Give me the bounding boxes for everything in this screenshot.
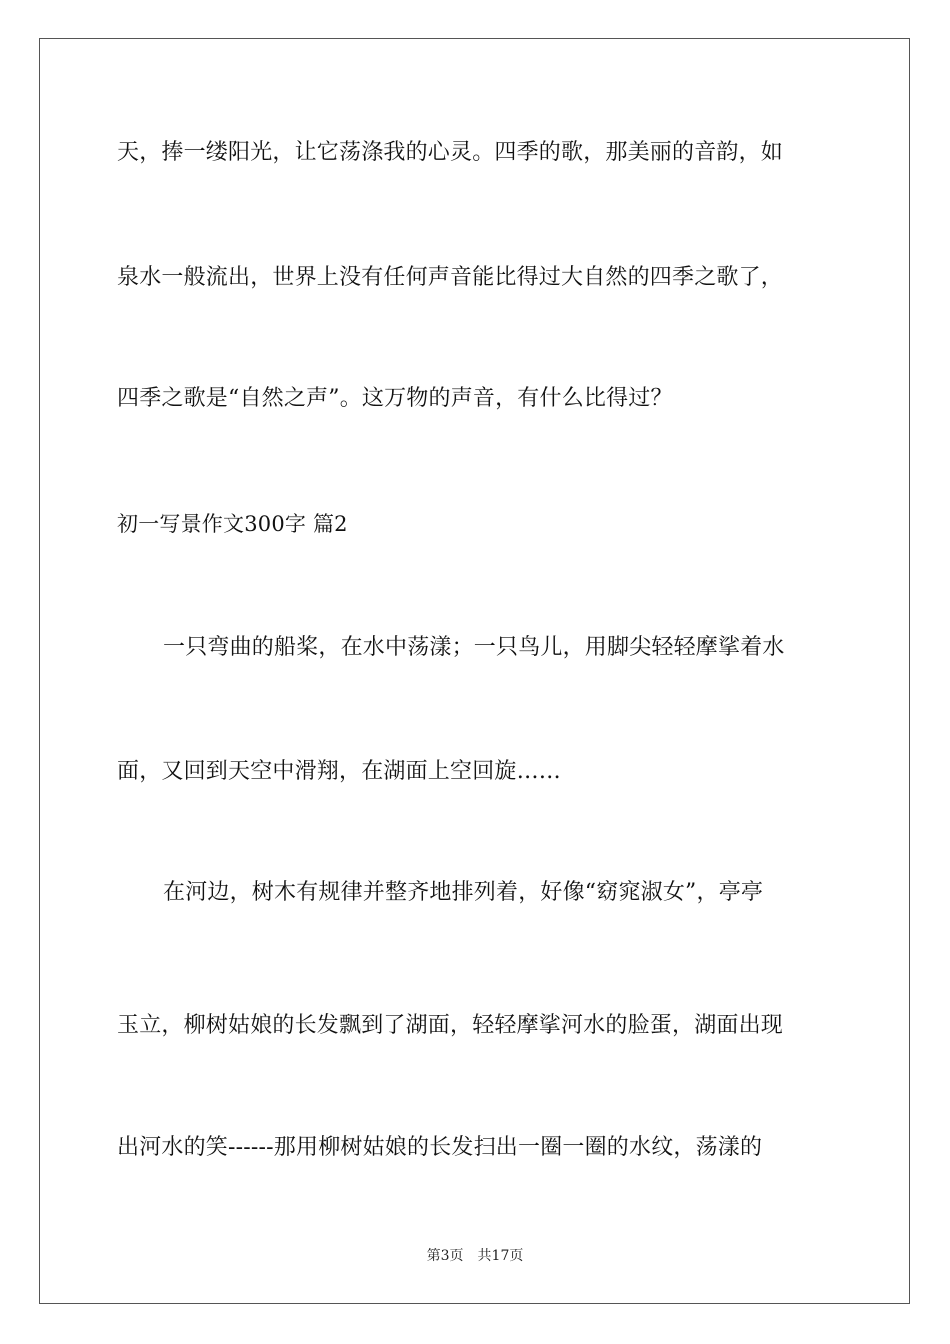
- body-text-line: 面，又回到天空中滑翔，在湖面上空回旋……: [117, 759, 562, 784]
- body-text-line: 出河水的笑------那用柳树姑娘的长发扫出一圈一圈的水纹，荡漾的: [117, 1135, 763, 1160]
- page-total: 共17页: [477, 1248, 524, 1264]
- body-text-line: 玉立，柳树姑娘的长发飘到了湖面，轻轻摩挲河水的脸蛋，湖面出现: [117, 1013, 784, 1038]
- paragraph-start-line: 一只弯曲的船桨，在水中荡漾；一只鸟儿，用脚尖轻轻摩挲着水: [163, 635, 785, 660]
- page-footer: [0, 1247, 950, 1265]
- section-heading: 初一写景作文300字 篇2: [117, 512, 348, 536]
- page-number: 第3页: [426, 1248, 464, 1264]
- body-text-line: 泉水一般流出，世界上没有任何声音能比得过大自然的四季之歌了，: [117, 265, 784, 290]
- page-border: [39, 38, 910, 1304]
- body-text-line: 天，捧一缕阳光，让它荡涤我的心灵。四季的歌，那美丽的音韵，如: [117, 140, 784, 165]
- paragraph-start-line: 在河边，树木有规律并整齐地排列着，好像“窈窕淑女”，亭亭: [163, 880, 764, 905]
- body-text-line: 四季之歌是“自然之声”。这万物的声音，有什么比得过？: [117, 386, 673, 411]
